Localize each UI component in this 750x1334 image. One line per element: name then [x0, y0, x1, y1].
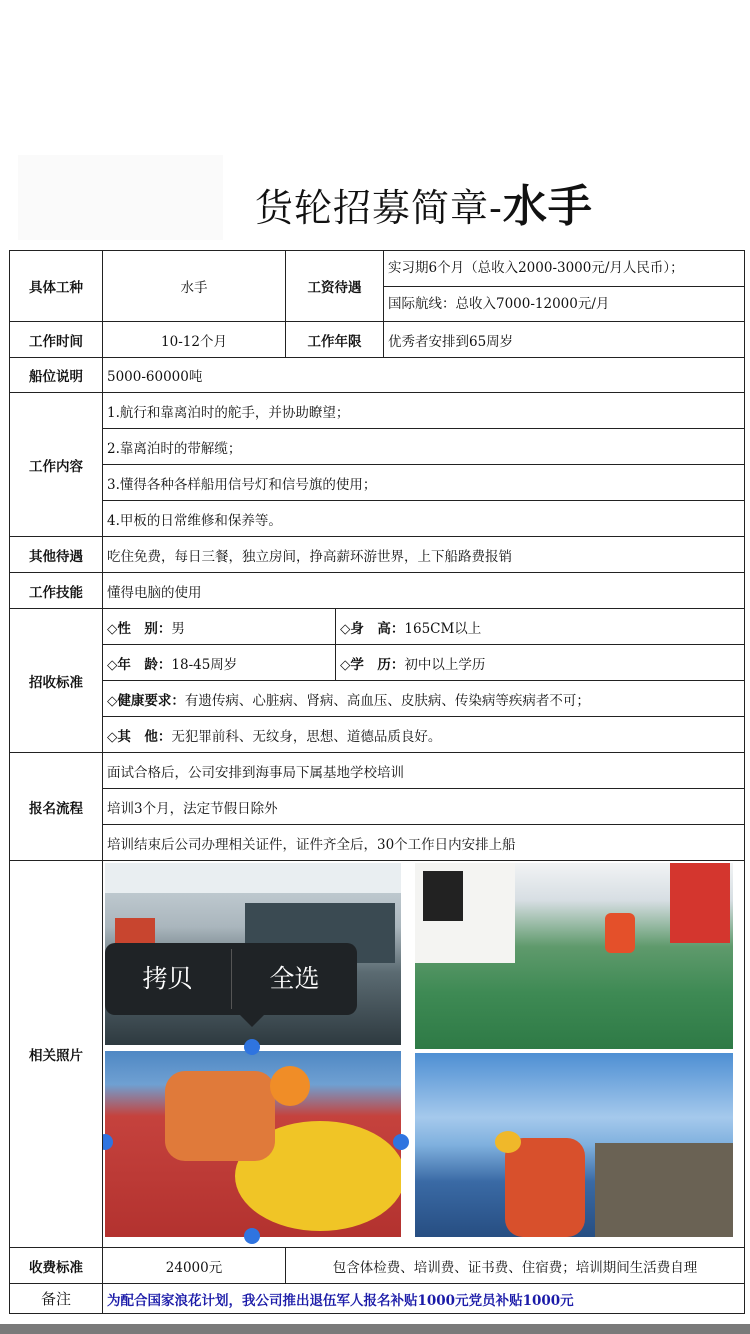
- window-shape: [423, 871, 463, 921]
- age-key: ◇年 龄：: [107, 656, 172, 673]
- work-years-value: 优秀者安排到65周岁: [384, 322, 745, 358]
- salary-line-1: 实习期6个月（总收入2000-3000元/月人民币）；: [384, 251, 744, 287]
- criteria-height: [336, 609, 745, 645]
- content-item-1: 1.航行和靠离泊时的舵手，并协助瞭望；: [103, 393, 745, 429]
- row-remark: [10, 1284, 745, 1314]
- deck-shape: [595, 1143, 733, 1237]
- row-content-3: [10, 465, 745, 501]
- age-value: 18-45周岁: [171, 656, 238, 673]
- copy-menu-item[interactable]: 拷贝: [142, 964, 193, 993]
- benefits-value: 吃住免费，每日三餐，独立房间，挣高薪环游世界，上下船路费报销: [103, 537, 745, 573]
- selection-handle-right[interactable]: [393, 1134, 409, 1150]
- row-process-2: [10, 789, 745, 825]
- content-item-4: 4.甲板的日常维修和保养等。: [103, 501, 745, 537]
- job-type-label: 具体工种: [10, 251, 103, 322]
- health-key: ◇健康要求：: [107, 692, 185, 709]
- height-key: ◇身 高：: [340, 620, 405, 637]
- row-skills: [10, 573, 745, 609]
- hatch-photo[interactable]: [105, 1051, 401, 1237]
- criteria-label: 招收标准: [10, 609, 103, 753]
- criteria-health: [103, 681, 745, 717]
- skills-value: 懂得电脑的使用: [103, 573, 745, 609]
- criteria-other: [103, 717, 745, 753]
- row-process-1: [10, 753, 745, 789]
- fee-value: 24000元: [103, 1248, 286, 1284]
- worker-shape: [605, 913, 635, 953]
- row-content-4: [10, 501, 745, 537]
- process-item-1: 面试合格后，公司安排到海事局下属基地学校培训: [103, 753, 745, 789]
- top-blank-area: [0, 0, 750, 135]
- gender-key: ◇性 别：: [107, 620, 172, 637]
- benefits-label: 其他待遇: [10, 537, 103, 573]
- skills-label: 工作技能: [10, 573, 103, 609]
- logo-placeholder: [18, 155, 223, 240]
- row-fee: [10, 1248, 745, 1284]
- job-type-value: 水手: [103, 251, 286, 322]
- ship-value: 5000-60000吨: [103, 358, 745, 393]
- text-context-menu: [105, 943, 357, 1015]
- row-work-time: [10, 322, 745, 358]
- menu-pointer-arrow: [240, 1015, 264, 1027]
- row-process-3: [10, 825, 745, 861]
- row-content-1: [10, 393, 745, 429]
- crane-shape: [670, 863, 730, 943]
- other-value: 无犯罪前科、无纹身，思想、道德品质良好。: [171, 728, 442, 745]
- row-criteria-3: [10, 681, 745, 717]
- salary-line-2: 国际航线：总收入7000-12000元/月: [388, 296, 610, 312]
- row-ship: [10, 358, 745, 393]
- process-item-3: 培训结束后公司办理相关证件，证件齐全后，30个工作日内安排上船: [103, 825, 745, 861]
- green-deck-photo[interactable]: [415, 863, 733, 1049]
- row-job-type: [10, 251, 745, 322]
- bottom-edge-bar: [0, 1324, 750, 1334]
- process-label: 报名流程: [10, 753, 103, 861]
- content-item-3: 3.懂得各种各样船用信号灯和信号旗的使用；: [103, 465, 745, 501]
- ceiling-shape: [105, 863, 401, 893]
- work-time-label: 工作时间: [10, 322, 103, 358]
- content-label: 工作内容: [10, 393, 103, 537]
- content-item-2: 2.靠离泊时的带解缆；: [103, 429, 745, 465]
- photos-label: 相关照片: [10, 861, 103, 1248]
- row-criteria-1: [10, 609, 745, 645]
- criteria-gender: [103, 609, 336, 645]
- education-key: ◇学 历：: [340, 656, 405, 673]
- title-bold: 水手: [502, 181, 593, 232]
- row-photos: [10, 861, 745, 1248]
- criteria-education: [336, 645, 745, 681]
- health-value: 有遗传病、心脏病、肾病、高血压、皮肤病、传染病等疾病者不可；: [184, 692, 590, 709]
- row-criteria-2: [10, 645, 745, 681]
- work-years-label: 工作年限: [286, 322, 384, 358]
- salary-value: [384, 251, 745, 322]
- helmet-shape: [270, 1066, 310, 1106]
- height-value: 165CM以上: [404, 620, 482, 637]
- selection-handle-bottom[interactable]: [244, 1228, 260, 1244]
- fee-label: 收费标准: [10, 1248, 103, 1284]
- row-benefits: [10, 537, 745, 573]
- title-main: 货轮招募简章-: [255, 186, 503, 230]
- work-time-value: 10-12个月: [103, 322, 286, 358]
- row-criteria-4: [10, 717, 745, 753]
- page-title: [255, 170, 593, 234]
- sailor2-shape: [505, 1138, 585, 1237]
- other-key: ◇其 他：: [107, 728, 172, 745]
- row-content-2: [10, 429, 745, 465]
- criteria-age: [103, 645, 336, 681]
- ship-label: 船位说明: [10, 358, 103, 393]
- remark-label: 备注: [10, 1284, 103, 1314]
- remark-value: 为配合国家浪花计划，我公司推出退伍军人报名补贴1000元党员补贴1000元: [103, 1284, 745, 1314]
- salary-label: 工资待遇: [286, 251, 384, 322]
- recruitment-table: [9, 250, 745, 1314]
- select-all-menu-item[interactable]: 全选: [269, 964, 320, 993]
- gender-value: 男: [171, 620, 185, 637]
- process-item-2: 培训3个月，法定节假日除外: [103, 789, 745, 825]
- education-value: 初中以上学历: [404, 656, 486, 673]
- sailor-shape: [165, 1071, 275, 1161]
- photos-cell: [103, 861, 745, 1248]
- fee-note: 包含体检费、培训费、证书费、住宿费；培训期间生活费自理: [286, 1248, 745, 1284]
- helmet2-shape: [495, 1131, 521, 1153]
- selection-handle-top[interactable]: [244, 1039, 260, 1055]
- sea-deck-photo[interactable]: [415, 1053, 733, 1237]
- photo-grid: [103, 861, 744, 1247]
